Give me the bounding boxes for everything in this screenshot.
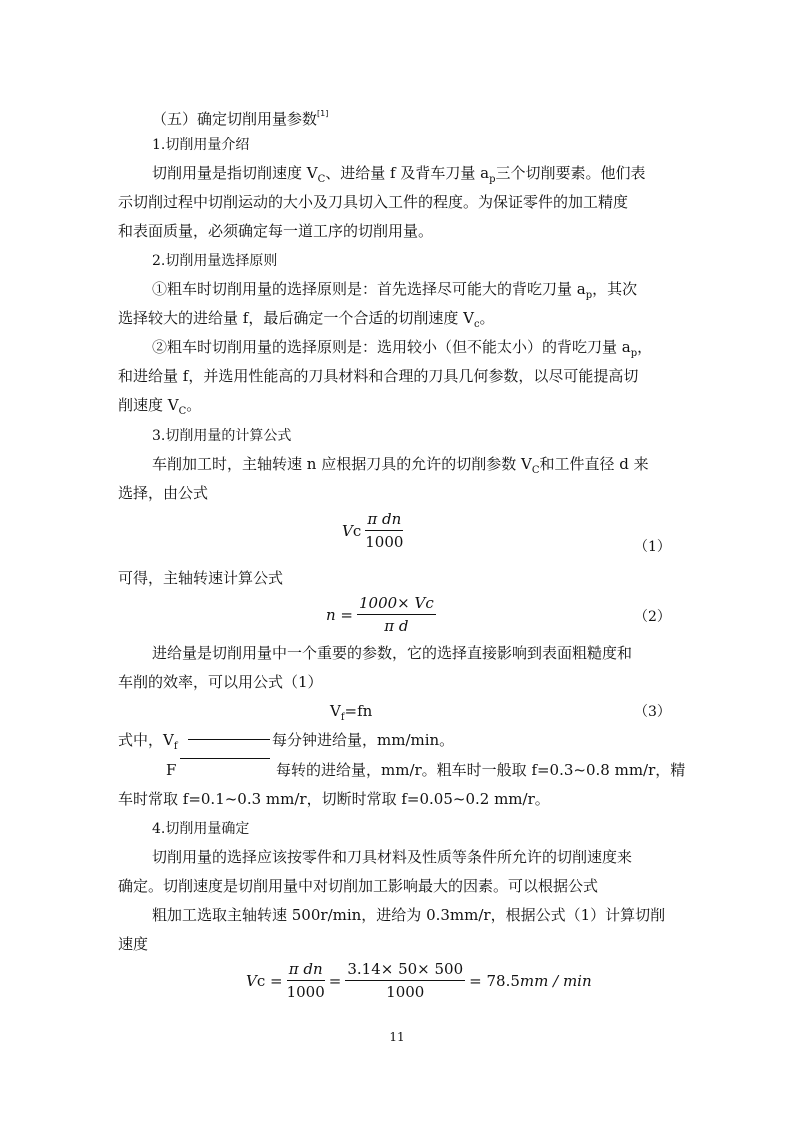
determine-line-2: 确定。切削速度是切削用量中对切削加工影响最大的因素。可以根据公式 — [118, 877, 599, 895]
calc-line-1: 车削加工时，主轴转速 n 应根据刀具的允许的切削参数 $V_C$和工件直径 d 来 — [152, 455, 649, 476]
heading-text: （五）确定切削用量参数 — [152, 110, 318, 128]
section-heading — [152, 104, 328, 129]
determine-line-1: 切削用量的选择应该按零件和刀具材料及性质等条件所允许的切削速度来 — [152, 848, 633, 866]
paragraph-1-line-2: 示切削过程中切削运动的大小及刀具切入工件的程度。为保证零件的加工精度 — [118, 193, 629, 211]
rule-2-line-1: ②粗车时切削用量的选择原则是：选用较小（但不能太小）的背吃刀量 $a_p$， — [152, 338, 653, 359]
subsection-2-title: 2.切削用量选择原则 — [152, 253, 278, 269]
subsection-3-title: 3.切削用量的计算公式 — [152, 428, 292, 444]
where-rule-1 — [188, 739, 270, 740]
determine-line-3: 粗加工选取主轴转速 500r/min，进给为 0.3mm/r，根据公式（1）计算切削 — [152, 906, 666, 924]
page-number: 11 — [389, 1030, 405, 1044]
determine-line-4: 速度 — [118, 935, 149, 953]
equation-3-number: （3） — [634, 704, 671, 720]
paragraph-1-line-1: 切削用量是指切削速度 $V_C$、进给量 f 及背车刀量 $a_p$三个切削要素。他们表 — [152, 164, 646, 185]
rule-1-line-2: 选择较大的进给量 f，最后确定一个合适的切削速度 $V_c$。 — [118, 309, 495, 330]
equation-4: V c = $\frac{\text{π dn}}{1000}$ = $\frac{3.14\times 50\times 500}{1000}$ = 78.5 mm / min — [246, 960, 592, 1001]
calc-line-2: 选择，由公式 — [118, 484, 209, 502]
after-eq1-text: 可得，主轴转速计算公式 — [118, 569, 284, 587]
equation-1-number: （1） — [634, 539, 671, 555]
feed-line-1: 进给量是切削用量中一个重要的参数，它的选择直接影响到表面粗糙度和 — [152, 644, 633, 662]
subsection-4-title: 4.切削用量确定 — [152, 821, 250, 837]
equation-2-number: （2） — [634, 609, 671, 625]
equation-1: V c $\frac{\text{π dn}}{1000}$ — [342, 510, 404, 551]
rule-2-line-2: 和进给量 f，并选用性能高的刀具材料和合理的刀具几何参数，以尽可能提高切 — [118, 367, 639, 385]
feed-line-2: 车削的效率，可以用公式（1） — [118, 673, 323, 691]
where-f-label: F — [166, 761, 177, 779]
rule-1-line-1: ①粗车时切削用量的选择原则是：首先选择尽可能大的背吃刀量 $a_p$，其次 — [152, 280, 638, 301]
where-desc-1: 每分钟进给量，mm/min。 — [272, 731, 455, 749]
citation-ref: [1] — [317, 109, 329, 118]
rule-2-line-3: 削速度 $V_C$。 — [118, 396, 202, 417]
where-rule-2 — [180, 758, 270, 759]
where-line-3: 车时常取 f=0.1~0.3 mm/r，切断时常取 f=0.05~0.2 mm/r。 — [118, 790, 550, 808]
subsection-1-title: 1.切削用量介绍 — [152, 137, 250, 153]
where-line-1: 式中，$V_f$ — [118, 731, 178, 752]
paragraph-1-line-3: 和表面质量，必须确定每一道工序的切削用量。 — [118, 222, 434, 240]
where-desc-2: 每转的进给量，mm/r。粗车时一般取 f=0.3~0.8 mm/r，精 — [276, 761, 686, 779]
equation-3: $V_f=fn$ — [330, 702, 373, 723]
equation-2: n = $\frac{1000\times Vc}{\text{π d}}$ — [326, 594, 434, 635]
